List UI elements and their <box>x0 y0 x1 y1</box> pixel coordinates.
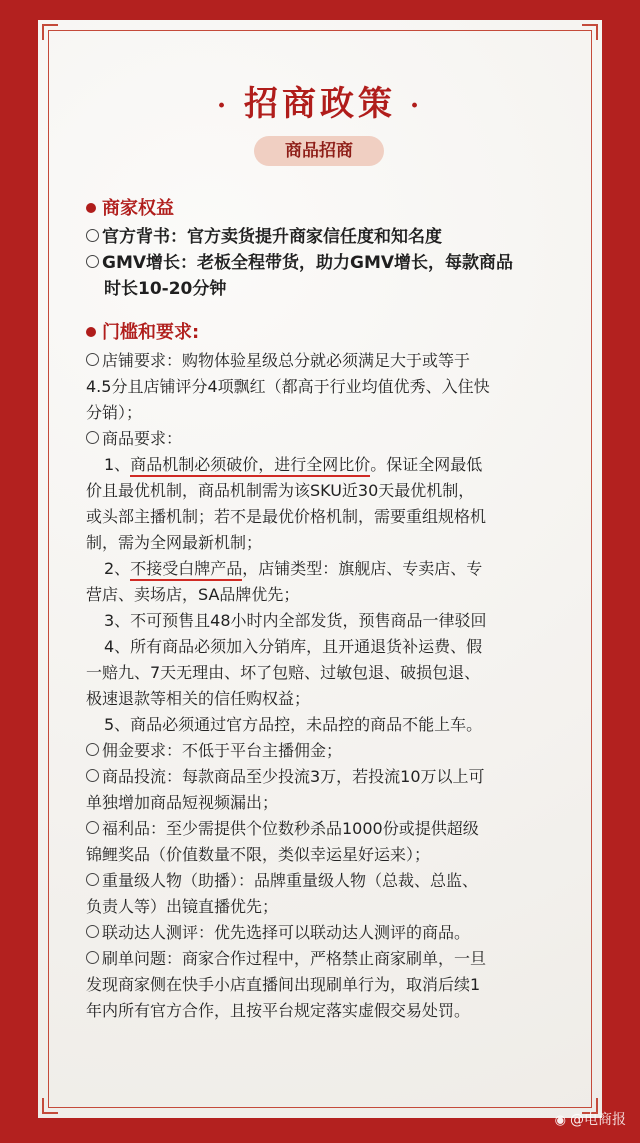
requirement-item <box>86 920 596 946</box>
rule-line: 或头部主播机制；若不是最优价格机制，需要重组规格机 <box>86 507 487 526</box>
requirement-item <box>86 868 596 894</box>
item-text: 商品投流：每款商品至少投流3万，若投流10万以上可 <box>102 767 485 786</box>
title-dot-left: · <box>216 91 230 121</box>
title-dot-right: · <box>410 91 424 121</box>
title-text: 招商政策 <box>244 84 396 124</box>
requirement-item <box>86 738 596 764</box>
product-rule-2: 2、不接受白牌产品，店铺类型：旗舰店、专卖店、专 <box>86 556 596 582</box>
product-requirement-heading: 商品要求： <box>86 426 596 452</box>
item-text: 负责人等）出镜直播优先； <box>86 897 279 916</box>
subtitle-badge: 商品招商 <box>254 136 384 166</box>
item-text: 时长10-20分钟 <box>104 279 227 299</box>
item-text: 年内所有官方合作，且按平台规定落实虚假交易处罚。 <box>86 1001 471 1020</box>
circle-bullet-icon <box>86 769 99 782</box>
circle-bullet-icon <box>86 951 99 964</box>
bullet-icon <box>86 327 96 337</box>
circle-bullet-icon <box>86 743 99 756</box>
highlight-underline: 商品机制必须破价，进行全网比价 <box>130 455 370 477</box>
item-text: 官方背书：官方卖货提升商家信任度和知名度 <box>102 227 442 247</box>
requirement-item <box>86 894 596 920</box>
requirement-item <box>86 972 596 998</box>
line-text: 分销）； <box>86 403 143 422</box>
policy-content <box>86 192 596 1024</box>
requirement-item <box>86 790 596 816</box>
circle-bullet-icon <box>86 821 99 834</box>
product-rule-1-cont <box>86 478 596 556</box>
section-heading-requirements: 门槛和要求: <box>86 318 596 348</box>
item-text: 佣金要求：不低于平台主播佣金； <box>102 741 343 760</box>
requirement-item <box>86 998 596 1024</box>
shop-requirement-line <box>86 374 596 400</box>
rule-line: 4、所有商品必须加入分销库，且开通退货补运费、假 <box>104 637 483 656</box>
page-title <box>38 76 602 125</box>
section-heading-merchant-rights: 商家权益 <box>86 194 596 224</box>
circle-bullet-icon <box>86 229 99 242</box>
item-text: 重量级人物（助播）：品牌重量级人物（总裁、总监、 <box>102 871 479 890</box>
product-rule-1: 1、商品机制必须破价，进行全网比价。保证全网最低 <box>86 452 596 478</box>
requirement-item <box>86 842 596 868</box>
item-text: 发现商家侧在快手小店直播间出现刷单行为，取消后续1 <box>86 975 481 994</box>
circle-bullet-icon <box>86 255 99 268</box>
rule-line: 制，需为全网最新机制； <box>86 533 263 552</box>
product-rule-2-cont <box>86 582 596 608</box>
weibo-logo-icon: ◉ <box>554 1113 566 1128</box>
merchant-right-item <box>86 250 596 276</box>
highlight-underline: 不接受白牌产品 <box>130 559 242 581</box>
requirement-item <box>86 764 596 790</box>
bullet-icon <box>86 203 96 213</box>
product-rule-5: 5、商品必须通过官方品控，未品控的商品不能上车。 <box>104 715 483 734</box>
item-text: 单独增加商品短视频漏出； <box>86 793 279 812</box>
circle-bullet-icon <box>86 873 99 886</box>
other-requirements-list <box>86 738 596 1024</box>
merchant-right-item <box>86 276 596 302</box>
item-text: 刷单问题：商家合作过程中，严格禁止商家刷单，一旦 <box>102 949 487 968</box>
product-rule-4 <box>86 634 596 712</box>
circle-bullet-icon <box>86 925 99 938</box>
rule-line: 价且最优机制，商品机制需为该SKU近30天最优机制， <box>86 481 475 500</box>
item-text: 锦鲤奖品（价值数量不限，类似幸运星好运来）； <box>86 845 431 864</box>
circle-bullet-icon <box>86 431 99 444</box>
item-text: 联动达人测评：优先选择可以联动达人测评的商品。 <box>102 923 471 942</box>
line-text: 店铺要求：购物体验星级总分就必须满足大于或等于 <box>102 351 471 370</box>
merchant-right-item <box>86 224 596 250</box>
rule-line: 营店、卖场店，SA品牌优先； <box>86 585 300 604</box>
merchant-rights-list <box>86 224 596 302</box>
item-text: 福利品：至少需提供个位数秒杀品1000份或提供超级 <box>102 819 479 838</box>
shop-requirement <box>86 348 596 426</box>
circle-bullet-icon <box>86 353 99 366</box>
corner-ornament <box>42 24 58 40</box>
watermark: ◉ @电商报 <box>554 1112 626 1128</box>
item-text: GMV增长：老板全程带货，助力GMV增长，每款商品 <box>102 253 514 273</box>
product-rule-3: 3、不可预售且48小时内全部发货，预售商品一律驳回 <box>104 611 487 630</box>
requirement-item <box>86 946 596 972</box>
rule-line: 极速退款等相关的信任购权益； <box>86 689 311 708</box>
shop-requirement-line <box>86 348 596 374</box>
rule-line: 一赔九、7天无理由、坏了包赔、过敏包退、破损包退、 <box>86 663 481 682</box>
line-text: 4.5分且店铺评分4项飘红（都高于行业均值优秀、入住快 <box>86 377 490 396</box>
corner-ornament <box>42 1098 58 1114</box>
corner-ornament <box>582 24 598 40</box>
shop-requirement-line <box>86 400 596 426</box>
poster-card <box>38 20 602 1118</box>
requirement-item <box>86 816 596 842</box>
